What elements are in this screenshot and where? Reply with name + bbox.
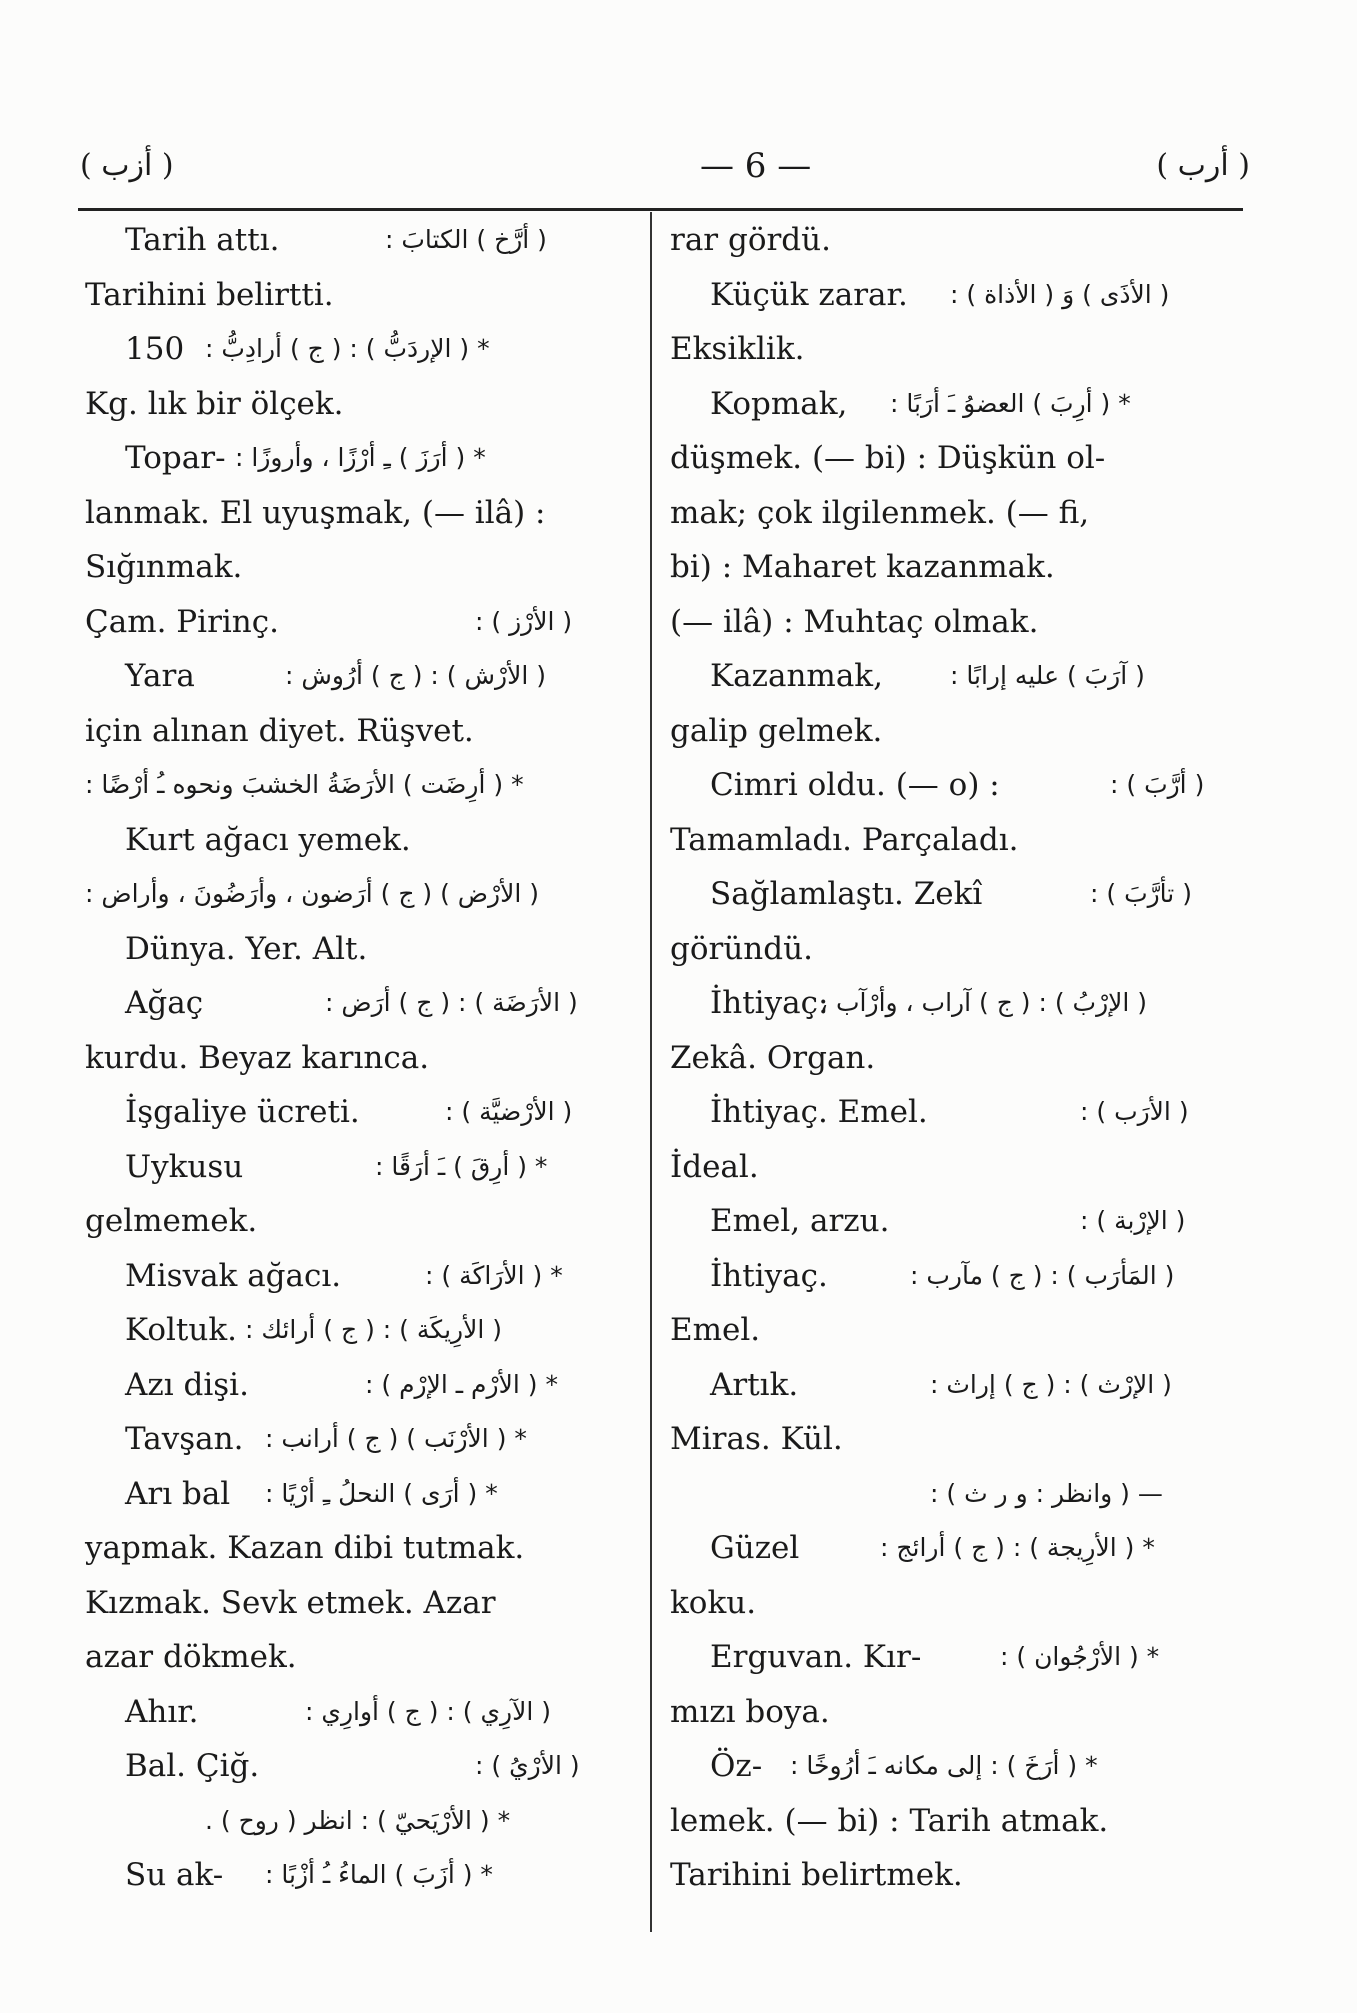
entry-line [85, 1140, 625, 1195]
entry-line [670, 1630, 1230, 1685]
turkish-text: düşmek. (— bi) : Düşkün ol- [670, 440, 1106, 476]
entry-line [85, 976, 625, 1031]
arabic-headword: * ( أرِبَ ) العضوُ ـَ أرَبًا : [890, 388, 1131, 418]
entry-line [85, 704, 625, 759]
entry-line [85, 1630, 625, 1685]
entry-line [670, 813, 1230, 868]
entry-line [670, 1140, 1230, 1195]
entry-line [85, 486, 625, 541]
column-divider [650, 212, 652, 1932]
turkish-text: Tarihini belirtmek. [670, 1857, 963, 1893]
turkish-text: Kızmak. Sevk etmek. Azar [85, 1584, 496, 1621]
arabic-headword: ( آرَبَ ) عليه إرابًا : [950, 661, 1145, 690]
entry-line [85, 1085, 625, 1140]
entry-line [85, 1031, 625, 1086]
turkish-text: Kopmak, [710, 385, 848, 422]
left-column [85, 213, 625, 1903]
arabic-headword: * ( أرَخَ ) : إلى مكانه ـَ أرُوخًا : [790, 1751, 1098, 1780]
entry-line [670, 976, 1230, 1031]
entry-line [670, 322, 1230, 377]
entry-line [85, 213, 625, 268]
turkish-text: Arı bal [125, 1475, 231, 1512]
turkish-text: Emel, arzu. [710, 1203, 890, 1239]
arabic-headword: ( الأرِيكَة ) : ( ج ) أرائك : [245, 1315, 503, 1344]
turkish-text: Kurt ağacı yemek. [125, 821, 411, 858]
turkish-text: Sığınmak. [85, 549, 243, 585]
header-right-word: ( أرب ) [1156, 148, 1250, 183]
entry-line [670, 1521, 1230, 1576]
turkish-text: Öz- [710, 1748, 763, 1784]
entry-line [85, 1576, 625, 1631]
entry-line [85, 1848, 625, 1903]
entry-line [85, 1412, 625, 1467]
entry-line [85, 813, 625, 868]
entry-line [670, 595, 1230, 650]
entry-line [85, 1303, 625, 1358]
turkish-text: Tavşan. [125, 1421, 244, 1457]
turkish-text: Ağaç [125, 985, 204, 1021]
arabic-headword: ( المَأرَب ) : ( ج ) مآرب : [910, 1260, 1175, 1290]
turkish-text: Yara [125, 658, 195, 694]
turkish-text: Miras. Kül. [670, 1421, 843, 1457]
entry-line [670, 1685, 1230, 1740]
entry-line [670, 1303, 1230, 1358]
turkish-text: Tarih attı. [125, 222, 280, 258]
arabic-headword: ( الأرْيُ ) : [475, 1751, 580, 1780]
turkish-text: azar dökmek. [85, 1639, 297, 1675]
arabic-headword: ( الأرَب ) : [1080, 1097, 1189, 1126]
right-column [670, 213, 1230, 1903]
turkish-text: İhtiyaç. [710, 1257, 828, 1294]
turkish-text: lanmak. El uyuşmak, (— ilâ) : [85, 494, 546, 531]
turkish-text: Güzel [710, 1530, 800, 1566]
turkish-text: galip gelmek. [670, 712, 883, 749]
turkish-text: İhtiyaç. Emel. [710, 1094, 928, 1130]
arabic-headword: ( الأرْز ) : [475, 606, 573, 636]
entry-line [85, 1685, 625, 1740]
arabic-headword: — ( وانظر : و ر ث ) : [930, 1478, 1163, 1508]
turkish-text: mızı boya. [670, 1693, 830, 1730]
turkish-text: lemek. (— bi) : Tarih atmak. [670, 1802, 1109, 1839]
arabic-headword: ( الإرْبة ) : [1080, 1206, 1186, 1235]
entry-line [670, 1848, 1230, 1903]
turkish-text: Bal. Çiğ. [125, 1748, 260, 1784]
entry-line [670, 540, 1230, 595]
arabic-headword: ( أرَّبَ ) : [1110, 770, 1205, 799]
entry-line [670, 268, 1230, 323]
turkish-text: Emel. [670, 1312, 761, 1348]
arabic-headword: * ( الأرَاكَة ) : [425, 1260, 563, 1290]
turkish-text: İdeal. [670, 1148, 759, 1185]
turkish-text: Tarihini belirtti. [85, 276, 334, 313]
entry-line [85, 268, 625, 323]
entry-line [85, 1521, 625, 1576]
arabic-headword: * ( أرَزَ ) ـِ أرْزًا ، وأروزًا : [235, 443, 486, 472]
turkish-text: Tamamladı. Parçaladı. [670, 821, 1019, 858]
entry-line [670, 213, 1230, 268]
header-left-word: ( أزب ) [80, 148, 174, 183]
entry-line [85, 431, 625, 486]
entry-line [670, 1467, 1230, 1522]
page-number: — 6 — [700, 146, 812, 186]
turkish-text: koku. [670, 1584, 757, 1621]
entry-line [85, 1467, 625, 1522]
arabic-headword: ( الأرَضَة ) : ( ج ) أرَض : [325, 988, 578, 1017]
turkish-text: Koltuk. [125, 1312, 237, 1348]
entry-line [85, 758, 625, 813]
entry-line [670, 1085, 1230, 1140]
turkish-text: Cimri oldu. (— o) : [710, 767, 1000, 803]
arabic-headword: ( الإرْث ) : ( ج ) إراث : [930, 1369, 1172, 1399]
arabic-headword: ( أرَّخ ) الكتابَ : [385, 225, 547, 254]
turkish-text: Küçük zarar. [710, 276, 908, 313]
arabic-headword: ( الأذَى ) وَ ( الأذاة ) : [950, 279, 1170, 309]
entry-line [670, 1194, 1230, 1249]
entry-line [85, 922, 625, 977]
arabic-headword: * ( أزَبَ ) الماءُ ـُ أزْبًا : [265, 1860, 493, 1889]
turkish-text: Kg. lık bir ölçek. [85, 385, 344, 422]
arabic-headword: * ( الإردَبُّ ) : ( ج ) أرادِبُّ : [205, 334, 490, 363]
entry-line [85, 1794, 625, 1849]
entry-line [670, 377, 1230, 432]
entry-line [670, 758, 1230, 813]
arabic-headword: ( تأرَّبَ ) : [1090, 879, 1192, 908]
header-rule [78, 208, 1243, 211]
turkish-text: göründü. [670, 930, 813, 967]
arabic-headword: * ( الأرْيَحيّ ) : انظر ( روح ) . [205, 1805, 511, 1835]
entry-line [670, 1794, 1230, 1849]
turkish-text: İşgaliye ücreti. [125, 1094, 360, 1130]
turkish-text: Dünya. Yer. Alt. [125, 930, 368, 967]
entry-line [85, 1358, 625, 1413]
entry-line [670, 1031, 1230, 1086]
turkish-text: Ahır. [125, 1693, 199, 1730]
turkish-text: yapmak. Kazan dibi tutmak. [85, 1530, 525, 1566]
entry-line [670, 1358, 1230, 1413]
turkish-text: Eksiklik. [670, 331, 805, 367]
entry-line [85, 649, 625, 704]
arabic-headword: ( الأرْش ) : ( ج ) أرُوش : [285, 661, 546, 690]
entry-line [670, 704, 1230, 759]
arabic-headword: * ( أرِضَت ) الأرَضَةُ الخشبَ ونحوه ـُ أرْضًا : [85, 770, 524, 799]
turkish-text: Azı dişi. [125, 1366, 249, 1403]
page-header [80, 140, 1260, 200]
entry-line [85, 1194, 625, 1249]
turkish-text: Su ak- [125, 1857, 224, 1893]
entry-line [670, 867, 1230, 922]
arabic-headword: ( الآرِي ) : ( ج ) أوارِي : [305, 1696, 552, 1726]
turkish-text: Topar- [125, 440, 226, 476]
arabic-headword: ( الأرْضيَّة ) : [445, 1097, 573, 1126]
turkish-text: gelmemek. [85, 1203, 258, 1239]
arabic-headword: ( الإرْبُ ) : ( ج ) آراب ، وأرْآب ، [820, 988, 1148, 1017]
entry-line [670, 649, 1230, 704]
entry-line [85, 322, 625, 377]
entry-line [85, 377, 625, 432]
entry-line [670, 922, 1230, 977]
entry-line [85, 1739, 625, 1794]
turkish-text: Sağlamlaştı. Zekî [710, 876, 983, 912]
turkish-text: Misvak ağacı. [125, 1257, 342, 1294]
turkish-text: 150 [125, 331, 185, 367]
arabic-headword: * ( أرَى ) النحلُ ـِ أرْيًا : [265, 1478, 498, 1508]
turkish-text: mak; çok ilgilenmek. (— fi, [670, 494, 1090, 531]
turkish-text: Erguvan. Kır- [710, 1639, 922, 1675]
arabic-headword: * ( أرِقَ ) ـَ أرَقًا : [375, 1151, 548, 1181]
turkish-text: Çam. Pirinç. [85, 603, 279, 640]
arabic-headword: ( الأرْض ) ( ج ) أرَضون ، وأرَضُونَ ، وأراض : [85, 879, 540, 908]
arabic-headword: * ( الأرِيجة ) : ( ج ) أرائج : [880, 1533, 1155, 1562]
turkish-text: bi) : Maharet kazanmak. [670, 549, 1055, 585]
turkish-text: Artık. [710, 1366, 799, 1403]
turkish-text: Zekâ. Organ. [670, 1039, 876, 1076]
turkish-text: Uykusu [125, 1148, 244, 1185]
turkish-text: kurdu. Beyaz karınca. [85, 1039, 430, 1076]
arabic-headword: * ( الأرْجُوان ) : [1000, 1642, 1160, 1671]
entry-line [670, 1576, 1230, 1631]
turkish-text: rar gördü. [670, 222, 831, 258]
entry-line [670, 486, 1230, 541]
turkish-text: Kazanmak, [710, 658, 883, 694]
entry-line [85, 1249, 625, 1304]
turkish-text: için alınan diyet. Rüşvet. [85, 712, 474, 749]
arabic-headword: * ( الأرْم ـ الإرْم ) : [365, 1369, 558, 1399]
entry-line [85, 867, 625, 922]
turkish-text: (— ilâ) : Muhtaç olmak. [670, 603, 1039, 640]
entry-line [670, 1739, 1230, 1794]
arabic-headword: * ( الأرْنَب ) ( ج ) أرانب : [265, 1424, 527, 1453]
entry-line [670, 1249, 1230, 1304]
entry-line [85, 595, 625, 650]
entry-line [85, 540, 625, 595]
entry-line [670, 431, 1230, 486]
entry-line [670, 1412, 1230, 1467]
turkish-text: İhtiyaç: [710, 985, 829, 1021]
